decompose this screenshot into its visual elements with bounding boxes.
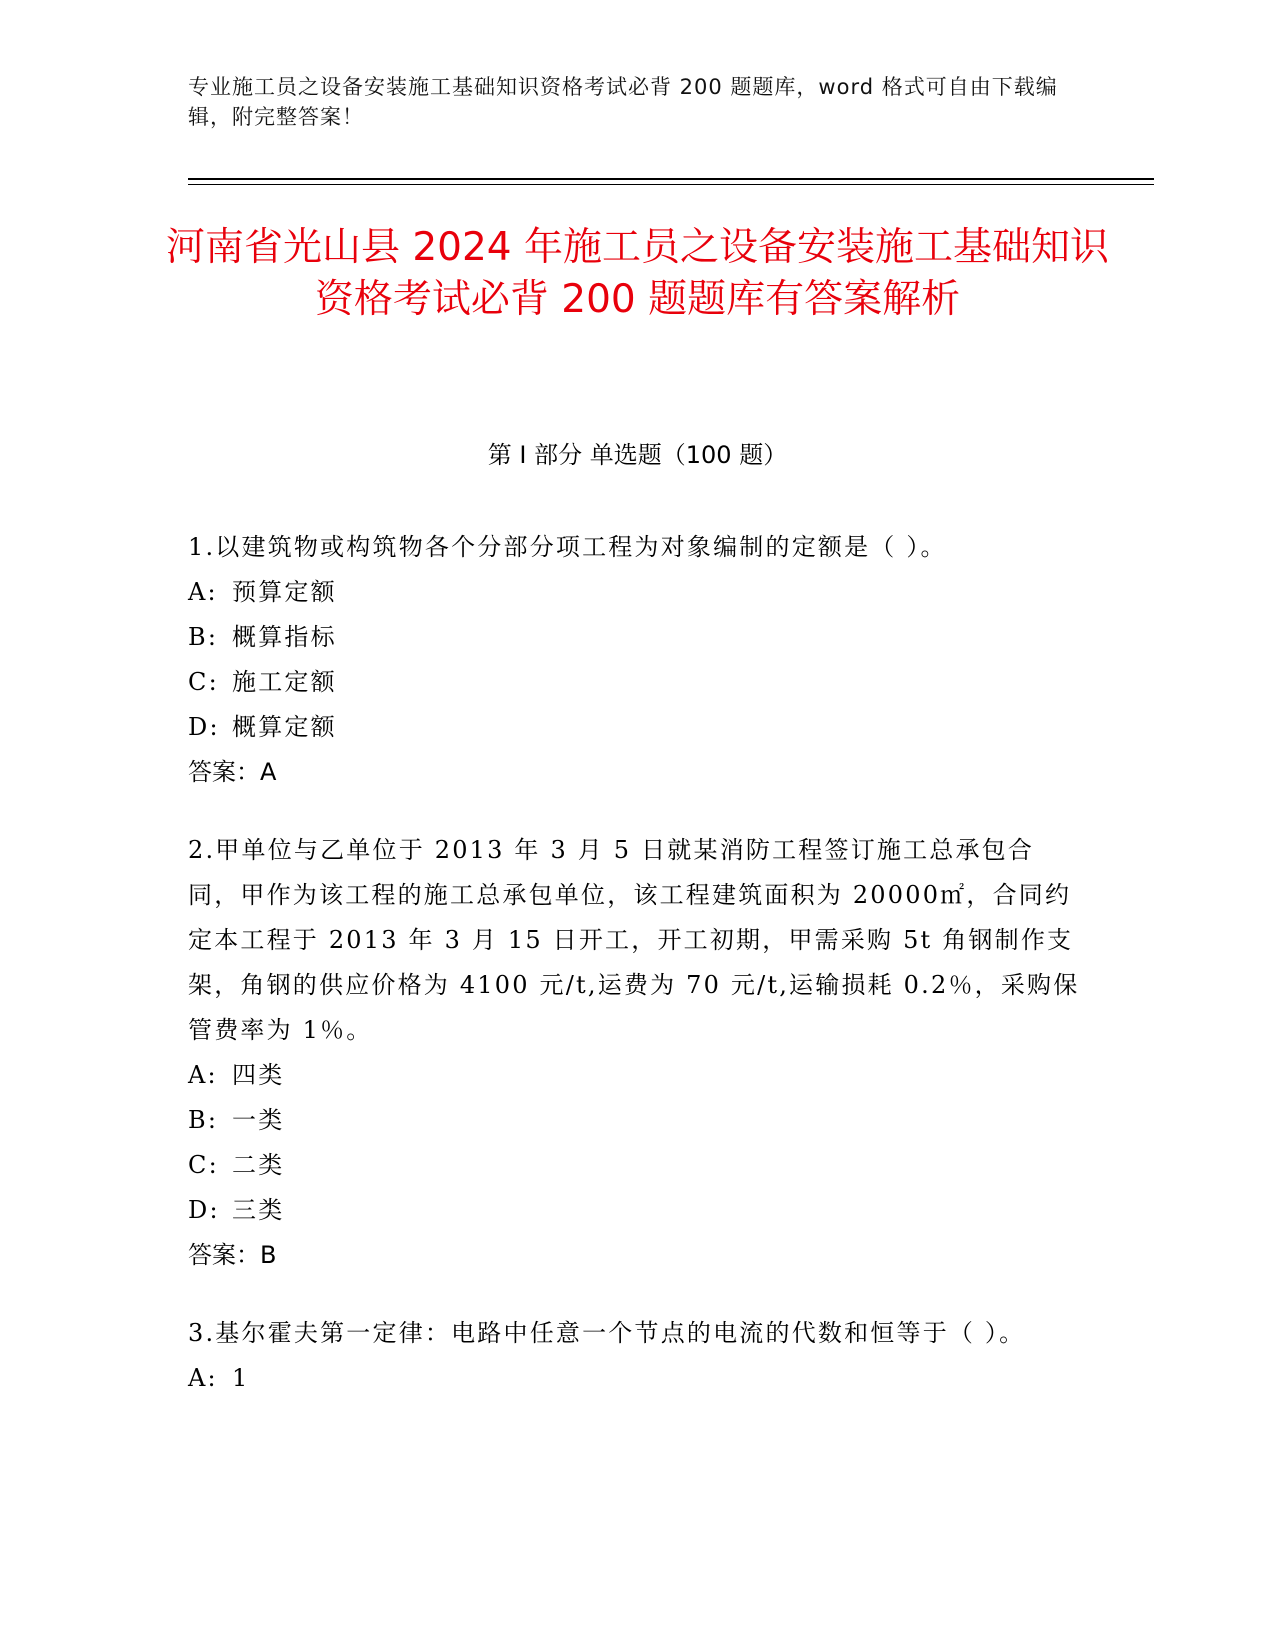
option-key: C: [188,1151,219,1179]
question-1 [188,525,1083,795]
option-text: 施工定额 [232,668,337,696]
header-note: 专业施工员之设备安装施工基础知识资格考试必背 200 题题库，word 格式可自由下载编辑，附完整答案！ [188,75,1058,129]
document-title: 河南省光山县 2024 年施工员之设备安装施工基础知识资格考试必背 200 题题库有答案解析 [165,225,1110,322]
option-text: 三类 [232,1196,285,1224]
option-key: A: [188,1364,218,1392]
option-text: 概算定额 [232,713,337,741]
question-stem: 2.甲单位与乙单位于 2013 年 3 月 5 日就某消防工程签订施工总承包合同，甲作为该工程的施工总承包单位，该工程建筑面积为 20000㎡，合同约定本工程于 2013 年 3 月 15 日开工，开工初期，甲需采购 5t 角钢制作支架，角钢的供应价格为 4100 元/t,运费为 70 元/t,运输损耗 0.2％，采购保管费率为 1％。 [188,836,1080,1044]
option-key: D: [188,713,220,741]
option-text: 一类 [232,1106,285,1134]
option-d [188,1188,1083,1233]
question-stem: 3.基尔霍夫第一定律：电路中任意一个节点的电流的代数和恒等于（ ）。 [188,1319,1026,1347]
option-key: C: [188,668,219,696]
option-key: A: [188,578,218,606]
option-key: A: [188,1061,218,1089]
header-rule-thick [188,178,1154,180]
header-rule-thin [188,184,1154,185]
option-b [188,615,1083,660]
option-key: D: [188,1196,220,1224]
question-list [188,525,1083,1434]
option-a [188,1053,1083,1098]
option-c [188,1143,1083,1188]
option-key: B: [188,1106,219,1134]
option-text: 1 [232,1364,250,1392]
option-key: B: [188,623,219,651]
option-b [188,1098,1083,1143]
option-text: 四类 [232,1061,285,1089]
option-text: 二类 [232,1151,285,1179]
option-text: 概算指标 [232,623,337,651]
option-text: 预算定额 [232,578,337,606]
option-d [188,705,1083,750]
section-heading: 第 I 部分 单选题（100 题） [487,441,788,469]
answer-line: 答案：A [188,758,277,786]
answer-line: 答案：B [188,1241,277,1269]
question-3 [188,1311,1083,1401]
option-a [188,1356,1083,1401]
question-stem: 1.以建筑物或构筑物各个分部分项工程为对象编制的定额是（ ）。 [188,533,947,561]
option-a [188,570,1083,615]
option-c [188,660,1083,705]
question-2 [188,828,1083,1278]
